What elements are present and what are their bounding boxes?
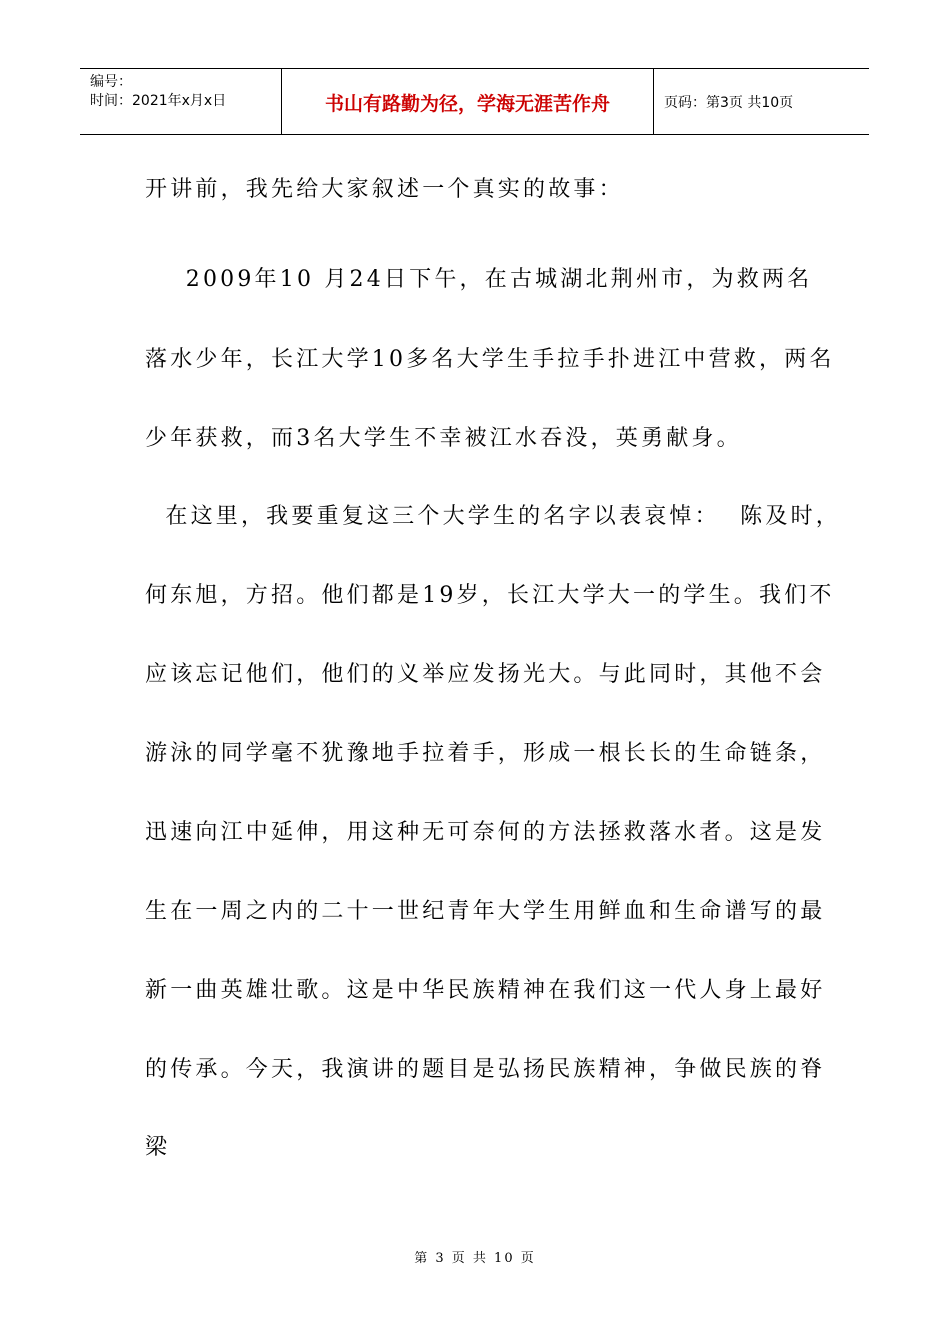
body-line: 何东旭，方招。他们都是19岁，长江大学大一的学生。我们不 — [145, 583, 835, 608]
header-motto: 书山有路勤为径，学海无涯苦作舟 — [282, 69, 654, 134]
body-line: 迅速向江中延伸，用这种无可奈何的方法拯救落水者。这是发 — [145, 820, 826, 845]
body-line: 的传承。今天，我演讲的题目是弘扬民族精神，争做民族的脊 — [145, 1057, 826, 1082]
body-line: 落水少年，长江大学10多名大学生手拉手扑进江中营救，两名 — [145, 347, 835, 372]
header-number-label: 编号： — [90, 74, 132, 90]
body-line: 在这里，我要重复这三个大学生的名字以表哀悼： 陈及时， — [145, 504, 841, 529]
header-meta — [80, 69, 282, 134]
body-line: 新一曲英雄壮歌。这是中华民族精神在我们这一代人身上最好 — [145, 978, 826, 1003]
body-line: 游泳的同学毫不犹豫地手拉着手，形成一根长长的生命链条， — [145, 741, 826, 766]
body-line: 应该忘记他们，他们的义举应发扬光大。与此同时，其他不会 — [145, 662, 826, 687]
page-header — [80, 68, 869, 135]
body-line: 梁 — [145, 1135, 171, 1160]
body-line: 开讲前，我先给大家叙述一个真实的故事： — [145, 177, 624, 202]
header-time-label: 时间：2021年x月x日 — [90, 93, 227, 109]
header-page-info: 页码：第3页 共10页 — [664, 94, 794, 111]
body-line: 2009年10 月24日下午，在古城湖北荆州市，为救两名 — [145, 267, 813, 292]
body-line: 生在一周之内的二十一世纪青年大学生用鲜血和生命谱写的最 — [145, 899, 826, 924]
page-footer: 第 3 页 共 10 页 — [414, 1251, 536, 1266]
body-line: 少年获救，而3名大学生不幸被江水吞没，英勇献身。 — [145, 426, 742, 451]
